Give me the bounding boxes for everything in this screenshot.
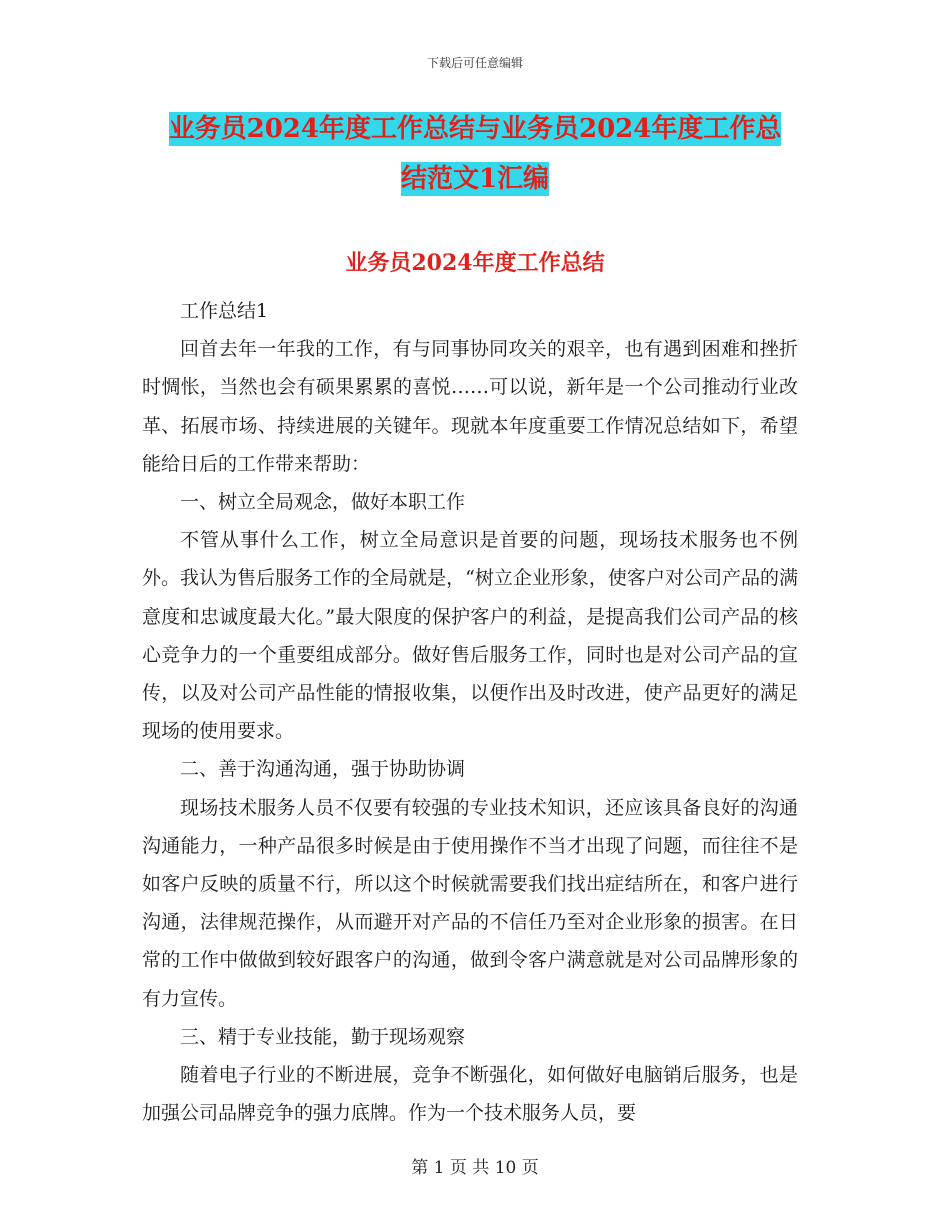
paragraph-heading: 二、善于沟通沟通，强于协助协调	[180, 758, 466, 781]
paragraph: 现场技术服务人员不仅要有较强的专业技术知识，还应该具备良好的沟通沟通能力，一种产品很多时候是由于使用操作不当才出现了问题，而往往不是如客户反映的质量不行，所以这个时候就需要我们找出症结所在，和客户进行沟通，法律规范操作，从而避开对产品的不信任乃至对企业形象的损害。在日常的工作中做做到较好跟客户的沟通，做到令客户满意就是对公司品牌形象的有力宣传。	[142, 796, 798, 1010]
paragraph: 随着电子行业的不断进展，竞争不断强化，如何做好电脑销后服务，也是加强公司品牌竞争的强力底牌。作为一个技术服务人员，要	[142, 1064, 798, 1125]
document-body	[142, 292, 798, 1132]
section-title: 业务员2024年度工作总结	[345, 250, 605, 276]
paragraph: 不管从事什么工作，树立全局意识是首要的问题，现场技术服务也不例外。我认为售后服务工作的全局就是，“树立企业形象，使客户对公司产品的满意度和忠诚度最大化。”最大限度的保护客户的利益，是提高我们公司产品的核心竞争力的一个重要组成部分。做好售后服务工作，同时也是对公司产品的宣传，以及对公司产品性能的情报收集，以便作出及时改进，使产品更好的满足现场的使用要求。	[142, 529, 798, 743]
page-header-note: 下载后可任意编辑	[426, 56, 523, 70]
document-title-line-2: 结范文1汇编	[400, 164, 550, 194]
page-footer: 第 1 页 共 10 页	[411, 1158, 539, 1178]
document-title-line-1: 业务员2024年度工作总结与业务员2024年度工作总	[168, 114, 782, 144]
paragraph: 回首去年一年我的工作，有与同事协同攻关的艰辛，也有遇到困难和挫折时惆怅，当然也会有硕果累累的喜悦……可以说，新年是一个公司推动行业改革、拓展市场、持续进展的关键年。现就本年度重要工作情况总结如下，希望能给日后的工作带来帮助：	[142, 338, 798, 475]
paragraph-subheading: 工作总结1	[180, 300, 269, 322]
document-title	[140, 104, 810, 204]
paragraph-heading: 三、精于专业技能，勤于现场观察	[180, 1025, 466, 1048]
paragraph-heading: 一、树立全局观念，做好本职工作	[180, 491, 466, 514]
